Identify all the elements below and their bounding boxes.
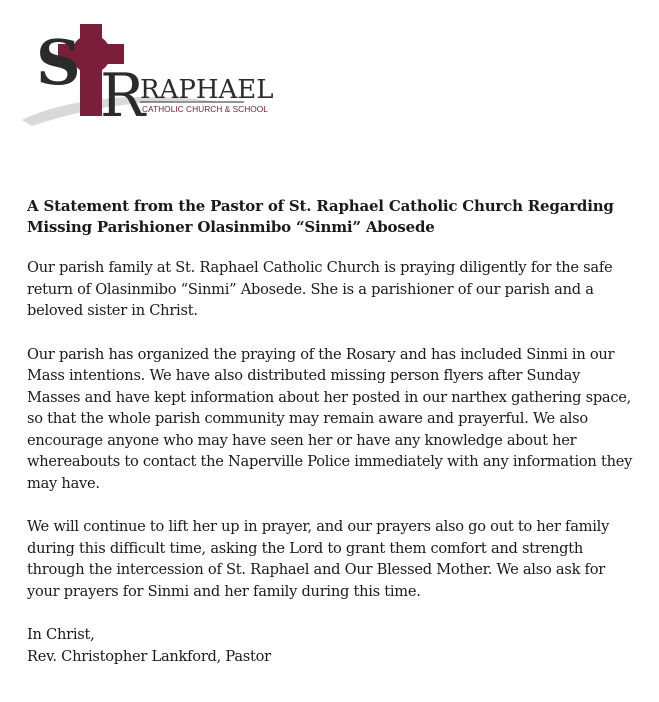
letter-title: [27, 196, 637, 238]
logo-letter-s: S: [36, 26, 81, 99]
signature: Rev. Christopher Lankford, Pastor: [27, 647, 271, 665]
title-line-1: A Statement from the Pastor of St. Raphael Catholic Church Regarding: [27, 197, 614, 215]
paragraph-1: Our parish family at St. Raphael Catholic Church is praying diligently for the safe return of Olasinmibo “Sinmi” Abosede. She is a parishioner of our parish and a beloved sister in Christ.: [27, 259, 613, 319]
closing-block: [27, 624, 637, 667]
logo-letter-r: R: [100, 61, 146, 130]
st-raphael-logo: [22, 20, 292, 130]
paragraph-3: We will continue to lift her up in prayer, and our prayers also go out to her family during this difficult time, asking the Lord to grant them comfort and strength through the intercession of St. Raphael and Our Blessed Mother. We also ask for your prayers for Sinmi and her family during this time.: [27, 518, 610, 600]
logo-subtitle: CATHOLIC CHURCH & SCHOOL: [142, 104, 268, 114]
letter-body: [27, 196, 637, 667]
paragraph-2: Our parish has organized the praying of the Rosary and has included Sinmi in our Mass intentions. We have also distributed missing person flyers after Sunday Masses and have kept information about her posted in our narthex gathering space, so that the whole parish community may remain aware and prayerful. We also encourage anyone who may have seen her or have any knowledge about her whereabouts to contact the Naperville Police immediately with any information they may have.: [27, 345, 633, 492]
closing-salutation: In Christ,: [27, 626, 95, 643]
title-line-2: Missing Parishioner Olasinmibo “Sinmi” Abosede: [27, 218, 435, 236]
logo-name: RAPHAEL: [140, 75, 274, 105]
